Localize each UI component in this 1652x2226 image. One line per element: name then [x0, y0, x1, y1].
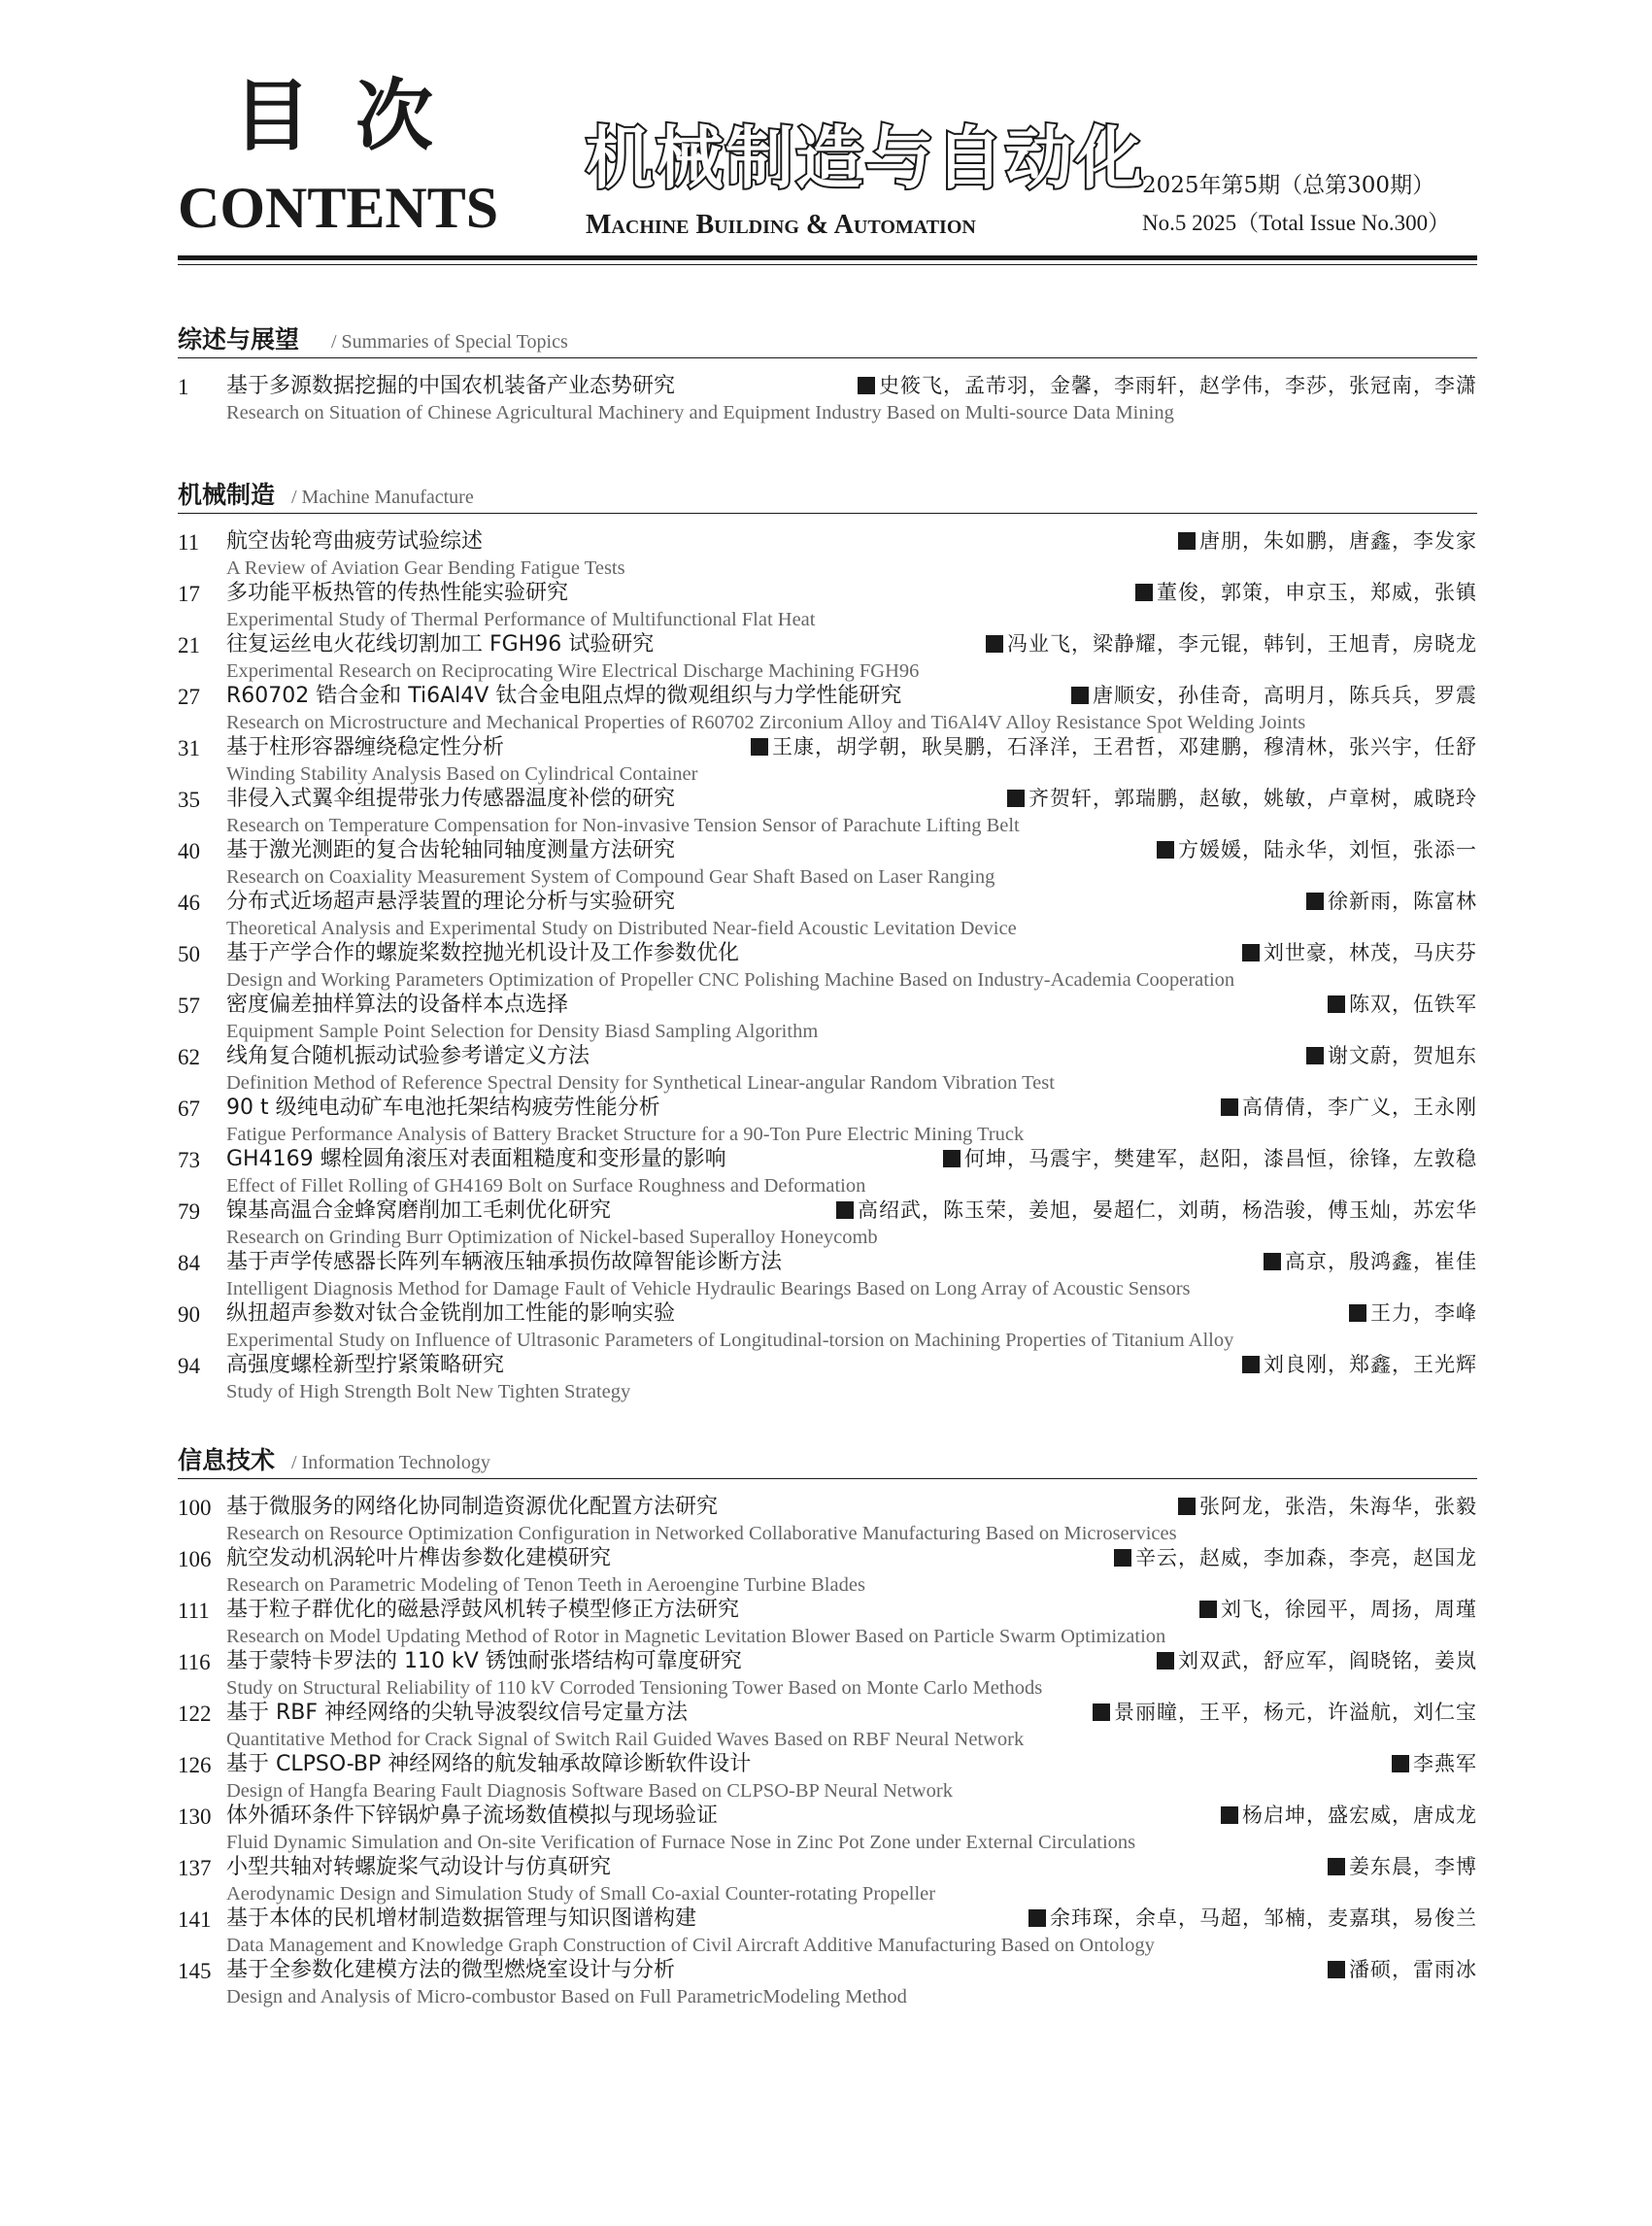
page-number: 46	[178, 891, 200, 915]
authors	[1071, 686, 1477, 706]
black-square-icon	[1328, 1858, 1345, 1875]
author-names: 刘世豪，林茂，马庆芬	[1264, 941, 1477, 964]
article-title-cn[interactable]: 航空发动机涡轮叶片榫齿参数化建模研究	[226, 1546, 612, 1570]
black-square-icon	[1328, 995, 1345, 1013]
author-names: 王康，胡学朝，耿昊鹏，石泽洋，王君哲，邓建鹏，穆清林，张兴宇，任舒	[772, 735, 1477, 759]
page-number: 106	[178, 1547, 212, 1571]
black-square-icon	[1242, 1356, 1260, 1373]
author-names: 方媛媛，陆永华，刘恒，张添一	[1178, 838, 1477, 861]
black-square-icon	[751, 738, 768, 756]
toc-entry[interactable]	[178, 1097, 1477, 1149]
article-title-en: Equipment Sample Point Selection for Density Biasd Sampling Algorithm	[226, 1021, 819, 1042]
article-title-cn[interactable]: 基于粒子群优化的磁悬浮鼓风机转子模型修正方法研究	[226, 1598, 740, 1622]
black-square-icon	[1221, 1806, 1238, 1824]
toc-entry[interactable]	[178, 1548, 1477, 1600]
page-number: 31	[178, 736, 200, 760]
black-square-icon	[1157, 1652, 1174, 1670]
author-names: 辛云，赵威，李加森，李亮，赵国龙	[1135, 1546, 1477, 1569]
issue-info-en: No.5 2025（Total Issue No.300）	[1142, 211, 1451, 235]
author-names: 徐新雨，陈富林	[1328, 890, 1477, 913]
author-names: 刘双武，舒应军，阎晓铭，姜岚	[1178, 1649, 1477, 1672]
section-header	[178, 322, 1477, 358]
article-title-en: Theoretical Analysis and Experimental Study on Distributed Near-field Acoustic Levitation Device	[226, 918, 1017, 939]
toc-entry[interactable]	[178, 1960, 1477, 2011]
author-names: 董俊，郭策，申京玉，郑威，张镇	[1157, 581, 1477, 604]
author-names: 姜东晨，李博	[1349, 1855, 1477, 1878]
entry-list	[178, 376, 1477, 427]
black-square-icon	[858, 377, 875, 394]
article-title-en: Experimental Study on Influence of Ultrasonic Parameters of Longitudinal-torsion on Machining Properties of Titanium Alloy	[226, 1330, 1234, 1351]
article-title-en: Winding Stability Analysis Based on Cylindrical Container	[226, 763, 698, 785]
page-number: 130	[178, 1804, 212, 1829]
article-title-en: Research on Microstructure and Mechanical Properties of R60702 Zirconium Alloy and Ti6Al4V Alloy Resistance Spot Welding Joints	[226, 712, 1306, 733]
authors	[1349, 1303, 1477, 1324]
page-number: 17	[178, 582, 200, 606]
article-title-en: Study of High Strength Bolt New Tighten Strategy	[226, 1381, 631, 1402]
authors	[1199, 1600, 1477, 1620]
toc-entry[interactable]	[178, 1703, 1477, 1754]
section-title-cn: 信息技术	[178, 1446, 276, 1474]
toc-entry[interactable]	[178, 1200, 1477, 1252]
black-square-icon	[986, 635, 1003, 653]
article-title-cn[interactable]: 线角复合随机振动试验参考谱定义方法	[226, 1044, 590, 1068]
author-names: 张阿龙，张浩，朱海华，张毅	[1199, 1495, 1477, 1518]
author-names: 杨启坤，盛宏威，唐成龙	[1242, 1804, 1477, 1827]
article-title-cn[interactable]: GH4169 螺栓圆角滚压对表面粗糙度和变形量的影响	[226, 1147, 726, 1171]
page-number: 141	[178, 1907, 212, 1932]
toc-entry[interactable]	[178, 531, 1477, 583]
black-square-icon	[1328, 1961, 1345, 1978]
black-square-icon	[1264, 1253, 1281, 1270]
page-number: 40	[178, 839, 200, 863]
article-title-cn[interactable]: 密度偏差抽样算法的设备样本点选择	[226, 993, 569, 1017]
page-number: 21	[178, 633, 200, 658]
page-number: 57	[178, 994, 200, 1018]
toc-entry[interactable]	[178, 840, 1477, 892]
toc-entry[interactable]	[178, 1355, 1477, 1406]
page-number: 122	[178, 1702, 212, 1726]
section-title-cn: 机械制造	[178, 481, 276, 509]
article-title-en: Research on Model Updating Method of Rotor in Magnetic Levitation Blower Based on Particle Swarm Optimization	[226, 1626, 1166, 1647]
article-title-cn[interactable]: 90 t 级纯电动矿车电池托架结构疲劳性能分析	[226, 1096, 660, 1120]
author-names: 高绍武，陈玉荣，姜旭，晏超仁，刘萌，杨浩骏，傅玉灿，苏宏华	[858, 1198, 1477, 1222]
page-number: 11	[178, 530, 200, 555]
section-title-en: / Summaries of Special Topics	[331, 331, 568, 353]
article-title-cn[interactable]: 小型共轴对转螺旋桨气动设计与仿真研究	[226, 1855, 612, 1879]
article-title-en: Effect of Fillet Rolling of GH4169 Bolt on Surface Roughness and Deformation	[226, 1175, 866, 1197]
journal-name-cn: 机械制造与自动化	[586, 118, 1145, 198]
black-square-icon	[1199, 1601, 1217, 1618]
page-number: 73	[178, 1148, 200, 1172]
article-title-cn[interactable]: 基于激光测距的复合齿轮轴同轴度测量方法研究	[226, 838, 676, 862]
black-square-icon	[1178, 1498, 1196, 1515]
page-number: 67	[178, 1096, 200, 1121]
toc-entry[interactable]	[178, 1600, 1477, 1651]
author-names: 刘飞，徐园平，周扬，周瑾	[1221, 1598, 1477, 1621]
article-title-cn[interactable]: 基于蒙特卡罗法的 110 kV 锈蚀耐张塔结构可靠度研究	[226, 1649, 742, 1673]
toc-entry[interactable]	[178, 1046, 1477, 1097]
article-title-cn[interactable]: 基于 RBF 神经网络的尖轨导波裂纹信号定量方法	[226, 1701, 689, 1725]
issue-info-cn: 2025年第5期（总第300期）	[1142, 173, 1435, 198]
black-square-icon	[1242, 944, 1260, 961]
black-square-icon	[1349, 1304, 1366, 1322]
page-number: 50	[178, 942, 200, 966]
author-names: 刘良刚，郑鑫，王光辉	[1264, 1353, 1477, 1376]
black-square-icon	[1306, 1047, 1324, 1064]
authors	[1028, 1908, 1477, 1929]
black-square-icon	[1007, 790, 1025, 807]
black-square-icon	[1221, 1098, 1238, 1116]
article-title-en: Experimental Research on Reciprocating Wire Electrical Discharge Machining FGH96	[226, 660, 920, 682]
toc-entry[interactable]	[178, 686, 1477, 737]
article-title-en: Aerodynamic Design and Simulation Study of Small Co-axial Counter-rotating Propeller	[226, 1883, 936, 1905]
authors	[1114, 1548, 1477, 1568]
page-number: 137	[178, 1856, 212, 1880]
authors	[1178, 531, 1477, 552]
contents-title-cn: 目次	[233, 71, 478, 161]
black-square-icon	[1114, 1549, 1131, 1567]
author-names: 景丽瞳，王平，杨元，许溢航，刘仁宝	[1114, 1701, 1477, 1724]
page-number: 100	[178, 1496, 212, 1520]
article-title-en: A Review of Aviation Gear Bending Fatigue Tests	[226, 557, 625, 579]
black-square-icon	[836, 1201, 854, 1219]
section-machine-manufacture	[178, 478, 1477, 1406]
toc-entry[interactable]	[178, 943, 1477, 995]
entry-list	[178, 1497, 1477, 2011]
authors	[1306, 892, 1477, 912]
author-names: 何坤，马震宇，樊建军，赵阳，漆昌恒，徐锋，左敦稳	[964, 1147, 1477, 1170]
article-title-cn[interactable]: 体外循环条件下锌锅炉鼻子流场数值模拟与现场验证	[226, 1804, 719, 1828]
article-title-cn[interactable]: R60702 锆合金和 Ti6Al4V 钛合金电阻点焊的微观组织与力学性能研究	[226, 684, 902, 708]
toc-entry[interactable]	[178, 1497, 1477, 1548]
author-names: 潘硕，雷雨冰	[1349, 1958, 1477, 1981]
author-names: 高京，殷鸿鑫，崔佳	[1285, 1250, 1477, 1273]
page-number: 1	[178, 375, 189, 399]
authors	[858, 376, 1477, 396]
author-names: 齐贺轩，郭瑞鹏，赵敏，姚敏，卢章树，戚晓玲	[1028, 787, 1477, 810]
article-title-cn[interactable]: 非侵入式翼伞组提带张力传感器温度补偿的研究	[226, 787, 676, 811]
authors	[1157, 840, 1477, 860]
authors	[1242, 1355, 1477, 1375]
authors	[1007, 789, 1477, 809]
article-title-en: Quantitative Method for Crack Signal of Switch Rail Guided Waves Based on RBF Neural Network	[226, 1729, 1025, 1750]
article-title-cn[interactable]: 高强度螺栓新型拧紧策略研究	[226, 1353, 505, 1377]
article-title-cn[interactable]: 航空齿轮弯曲疲劳试验综述	[226, 529, 484, 554]
article-title-cn[interactable]: 基于声学传感器长阵列车辆液压轴承损伤故障智能诊断方法	[226, 1250, 783, 1274]
authors	[1093, 1703, 1477, 1723]
toc-entry[interactable]	[178, 995, 1477, 1046]
toc-entry[interactable]	[178, 737, 1477, 789]
black-square-icon	[1157, 841, 1174, 859]
toc-entry[interactable]	[178, 1252, 1477, 1303]
author-names: 余玮琛，余卓，马超，邹楠，麦嘉琪，易俊兰	[1050, 1906, 1477, 1930]
black-square-icon	[1071, 687, 1089, 704]
black-square-icon	[943, 1150, 961, 1167]
toc-entry[interactable]	[178, 1805, 1477, 1857]
toc-entry[interactable]	[178, 1651, 1477, 1703]
article-title-cn[interactable]: 基于柱形容器缠绕稳定性分析	[226, 735, 505, 759]
toc-entry[interactable]	[178, 1857, 1477, 1908]
black-square-icon	[1028, 1909, 1046, 1927]
author-names: 李燕军	[1413, 1752, 1477, 1775]
toc-entry[interactable]	[178, 1908, 1477, 1960]
article-title-cn[interactable]: 往复运丝电火花线切割加工 FGH96 试验研究	[226, 632, 655, 657]
authors	[1328, 1857, 1477, 1877]
page-number: 111	[178, 1599, 210, 1623]
page-number: 35	[178, 788, 200, 812]
section-title-en: / Machine Manufacture	[291, 487, 474, 508]
article-title-en: Fluid Dynamic Simulation and On-site Verification of Furnace Nose in Zinc Pot Zone under External Circulations	[226, 1832, 1136, 1853]
authors	[1392, 1754, 1477, 1774]
article-title-en: Study on Structural Reliability of 110 kV Corroded Tensioning Tower Based on Monte Carlo Methods	[226, 1677, 1043, 1699]
article-title-cn[interactable]: 多功能平板热管的传热性能实验研究	[226, 581, 569, 605]
toc-entry[interactable]	[178, 892, 1477, 943]
section-title-en: / Information Technology	[291, 1452, 490, 1473]
article-title-cn[interactable]: 纵扭超声参数对钛合金铣削加工性能的影响实验	[226, 1301, 676, 1326]
toc-entry[interactable]	[178, 634, 1477, 686]
toc-entry[interactable]	[178, 1303, 1477, 1355]
article-title-cn[interactable]: 分布式近场超声悬浮装置的理论分析与实验研究	[226, 890, 676, 914]
article-title-cn[interactable]: 基于 CLPSO-BP 神经网络的航发轴承故障诊断软件设计	[226, 1752, 752, 1776]
article-title-en: Research on Situation of Chinese Agricultural Machinery and Equipment Industry Based on Multi-source Data Mining	[226, 402, 1174, 423]
page-number: 27	[178, 685, 200, 709]
authors	[1328, 1960, 1477, 1980]
article-title-en: Design of Hangfa Bearing Fault Diagnosis Software Based on CLPSO-BP Neural Network	[226, 1780, 953, 1802]
article-title-en: Experimental Study of Thermal Performance of Multifunctional Flat Heat	[226, 609, 816, 630]
authors	[1306, 1046, 1477, 1066]
section-title-cn: 综述与展望	[178, 325, 300, 354]
section-information-technology	[178, 1443, 1477, 2011]
toc-entry[interactable]	[178, 1754, 1477, 1805]
authors	[1242, 943, 1477, 963]
article-title-cn[interactable]: 基于微服务的网络化协同制造资源优化配置方法研究	[226, 1495, 719, 1519]
black-square-icon	[1392, 1755, 1409, 1772]
author-names: 高倩倩，李广义，王永刚	[1242, 1096, 1477, 1119]
authors	[1157, 1651, 1477, 1671]
header-rule-thin	[178, 264, 1477, 265]
page-number: 79	[178, 1199, 200, 1224]
author-names: 唐顺安，孙佳奇，高明月，陈兵兵，罗震	[1093, 684, 1477, 707]
section-summaries	[178, 322, 1477, 427]
black-square-icon	[1178, 532, 1196, 550]
article-title-en: Design and Analysis of Micro-combustor Based on Full ParametricModeling Method	[226, 1986, 907, 2007]
article-title-cn[interactable]: 基于产学合作的螺旋桨数控抛光机设计及工作参数优化	[226, 941, 740, 965]
toc-entry[interactable]	[178, 583, 1477, 634]
section-header	[178, 1443, 1477, 1479]
black-square-icon	[1135, 584, 1153, 601]
page-number: 90	[178, 1302, 200, 1327]
authors	[1135, 583, 1477, 603]
page-number: 116	[178, 1650, 211, 1674]
article-title-en: Data Management and Knowledge Graph Construction of Civil Aircraft Additive Manufacturing Based on Ontology	[226, 1935, 1155, 1956]
authors	[1221, 1805, 1477, 1826]
authors	[1328, 995, 1477, 1015]
article-title-en: Research on Grinding Burr Optimization of Nickel-based Superalloy Honeycomb	[226, 1227, 878, 1248]
author-names: 唐朋，朱如鹏，唐鑫，李发家	[1199, 529, 1477, 553]
journal-name-en: Machine Building & Automation	[586, 210, 976, 240]
article-title-cn[interactable]: 基于本体的民机增材制造数据管理与知识图谱构建	[226, 1906, 697, 1931]
article-title-cn[interactable]: 基于全参数化建模方法的微型燃烧室设计与分析	[226, 1958, 676, 1982]
authors	[1178, 1497, 1477, 1517]
author-names: 谢文蔚，贺旭东	[1328, 1044, 1477, 1067]
author-names: 王力，李峰	[1370, 1301, 1477, 1325]
contents-title-en: CONTENTS	[178, 176, 499, 240]
article-title-en: Design and Working Parameters Optimization of Propeller CNC Polishing Machine Based on Industry-Academia Cooperation	[226, 969, 1235, 991]
authors	[836, 1200, 1477, 1221]
black-square-icon	[1306, 893, 1324, 910]
page-number: 145	[178, 1959, 212, 1983]
page-number: 62	[178, 1045, 200, 1069]
black-square-icon	[1093, 1703, 1110, 1721]
toc-entry[interactable]	[178, 1149, 1477, 1200]
author-names: 史筱飞，孟芾羽，金馨，李雨轩，赵学伟，李莎，张冠南，李潇	[879, 374, 1477, 397]
author-names: 冯业飞，梁静耀，李元锟，韩钊，王旭青，房晓龙	[1007, 632, 1477, 656]
article-title-en: Fatigue Performance Analysis of Battery Bracket Structure for a 90-Ton Pure Electric Mining Truck	[226, 1124, 1025, 1145]
page-number: 126	[178, 1753, 212, 1777]
authors	[986, 634, 1477, 655]
article-title-en: Research on Resource Optimization Configuration in Networked Collaborative Manufacturing Based on Microservices	[226, 1523, 1177, 1544]
authors	[751, 737, 1477, 758]
article-title-en: Research on Temperature Compensation for Non-invasive Tension Sensor of Parachute Lifting Belt	[226, 815, 1020, 836]
article-title-en: Intelligent Diagnosis Method for Damage Fault of Vehicle Hydraulic Bearings Based on Long Array of Acoustic Sensors	[226, 1278, 1191, 1299]
authors	[943, 1149, 1477, 1169]
author-names: 陈双，伍铁军	[1349, 993, 1477, 1016]
page-number: 84	[178, 1251, 200, 1275]
page-number: 94	[178, 1354, 200, 1378]
toc-entry[interactable]	[178, 376, 1477, 427]
article-title-cn[interactable]: 基于多源数据挖掘的中国农机装备产业态势研究	[226, 374, 676, 398]
entry-list	[178, 531, 1477, 1406]
article-title-cn[interactable]: 镍基高温合金蜂窝磨削加工毛刺优化研究	[226, 1198, 612, 1223]
header-rule-thick	[178, 255, 1477, 260]
authors	[1264, 1252, 1477, 1272]
article-title-en: Research on Parametric Modeling of Tenon Teeth in Aeroengine Turbine Blades	[226, 1574, 865, 1596]
toc-entry[interactable]	[178, 789, 1477, 840]
article-title-en: Research on Coaxiality Measurement System of Compound Gear Shaft Based on Laser Ranging	[226, 866, 995, 888]
article-title-en: Definition Method of Reference Spectral Density for Synthetical Linear-angular Random Vibration Test	[226, 1072, 1055, 1094]
authors	[1221, 1097, 1477, 1118]
section-header	[178, 478, 1477, 514]
